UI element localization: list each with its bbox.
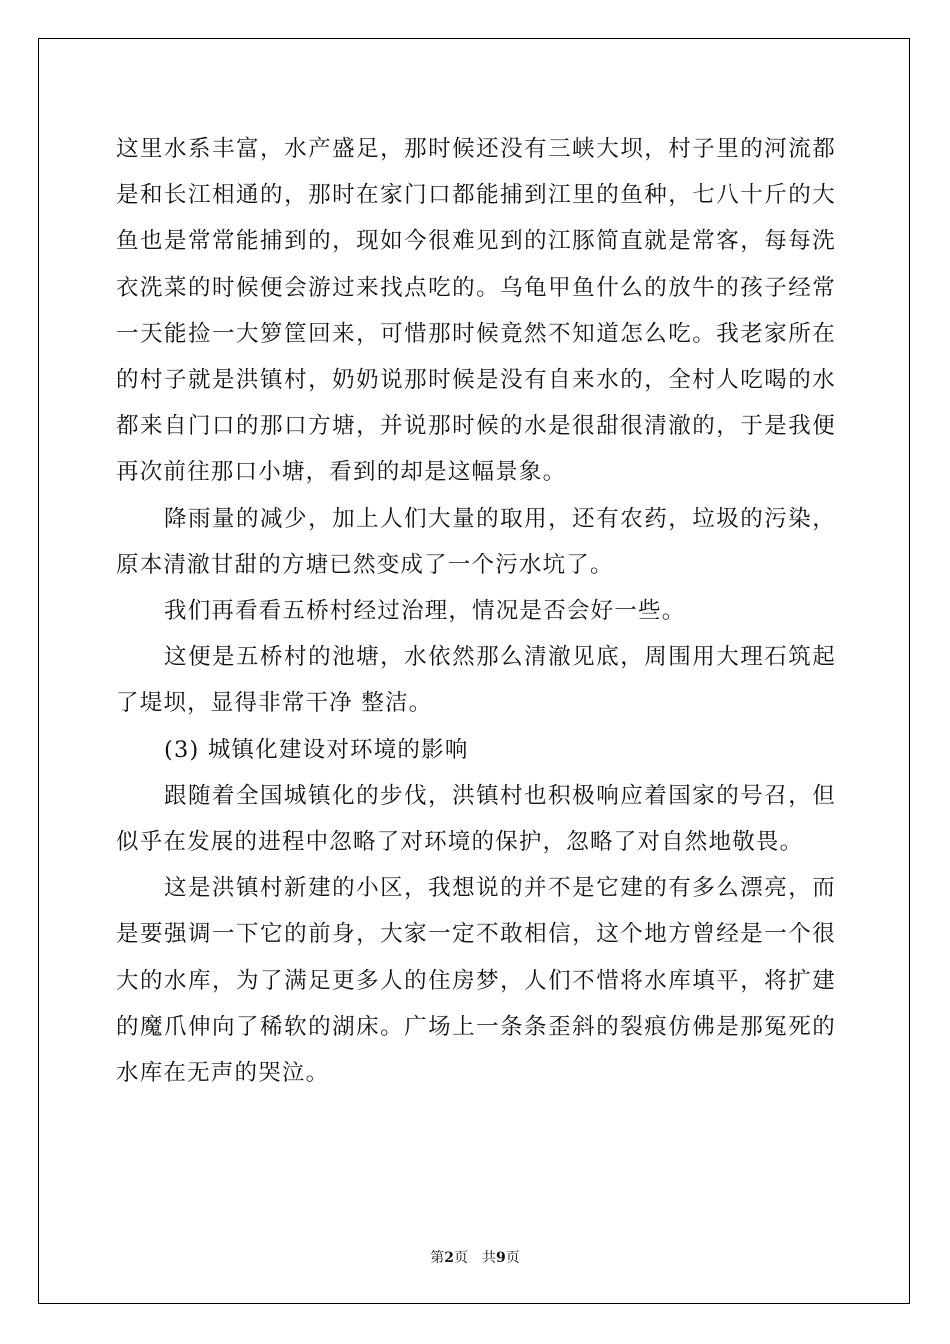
paragraph-7: 这是洪镇村新建的小区，我想说的并不是它建的有多么漂亮，而是要强调一下它的前身，大家一定不敢相信，这个地方曾经是一个很大的水库，为了满足更多人的住房梦，人们不惜将水库填平，将扩建的魔爪伸向了稀软的湖床。广场上一条条歪斜的裂痕仿佛是那冤死的水库在无声的哭泣。 <box>116 875 836 1087</box>
page-suffix: 页 <box>454 1250 468 1266</box>
total-prefix: 共 <box>482 1250 496 1266</box>
paragraph-3: 我们再看看五桥村经过治理，情况是否会好一些。 <box>164 598 686 625</box>
page-prefix: 第 <box>430 1250 445 1266</box>
total-pages: 9 <box>496 1250 506 1266</box>
page-number: 2 <box>444 1250 454 1266</box>
paragraph-6: 跟随着全国城镇化的步伐，洪镇村也积极响应着国家的号召，但似乎在发展的进程中忽略了对环境的保护，忽略了对自然地敬畏。 <box>116 782 836 856</box>
section-heading: (3) 城镇化建设对环境的影响 <box>164 736 469 763</box>
page-footer <box>0 1247 950 1267</box>
paragraph-1: 这里水系丰富，水产盛足，那时候还没有三峡大坝，村子里的河流都是和长江相通的，那时在家门口都能捕到江里的鱼种，七八十斤的大鱼也是常常能捕到的，现如今很难见到的江豚简直就是常客，每每洗衣洗菜的时候便会游过来找点吃的。乌龟甲鱼什么的放牛的孩子经常一天能捡一大箩筐回来，可惜那时候竟然不知道怎么吃。我老家所在的村子就是洪镇村，奶奶说那时候是没有自来水的，全村人吃喝的水都来自门口的那口方塘，并说那时候的水是很甜很清澈的，于是我便再次前往那口小塘，看到的却是这幅景象。 <box>116 136 836 486</box>
document-body <box>116 126 836 1096</box>
paragraph-4: 这便是五桥村的池塘，水依然那么清澈见底，周围用大理石筑起了堤坝，显得非常干净 整洁。 <box>116 644 836 717</box>
paragraph-2: 降雨量的减少，加上人们大量的取用，还有农药，垃圾的污染，原本清澈甘甜的方塘已然变成了一个污水坑了。 <box>116 505 836 578</box>
total-suffix: 页 <box>505 1250 520 1266</box>
